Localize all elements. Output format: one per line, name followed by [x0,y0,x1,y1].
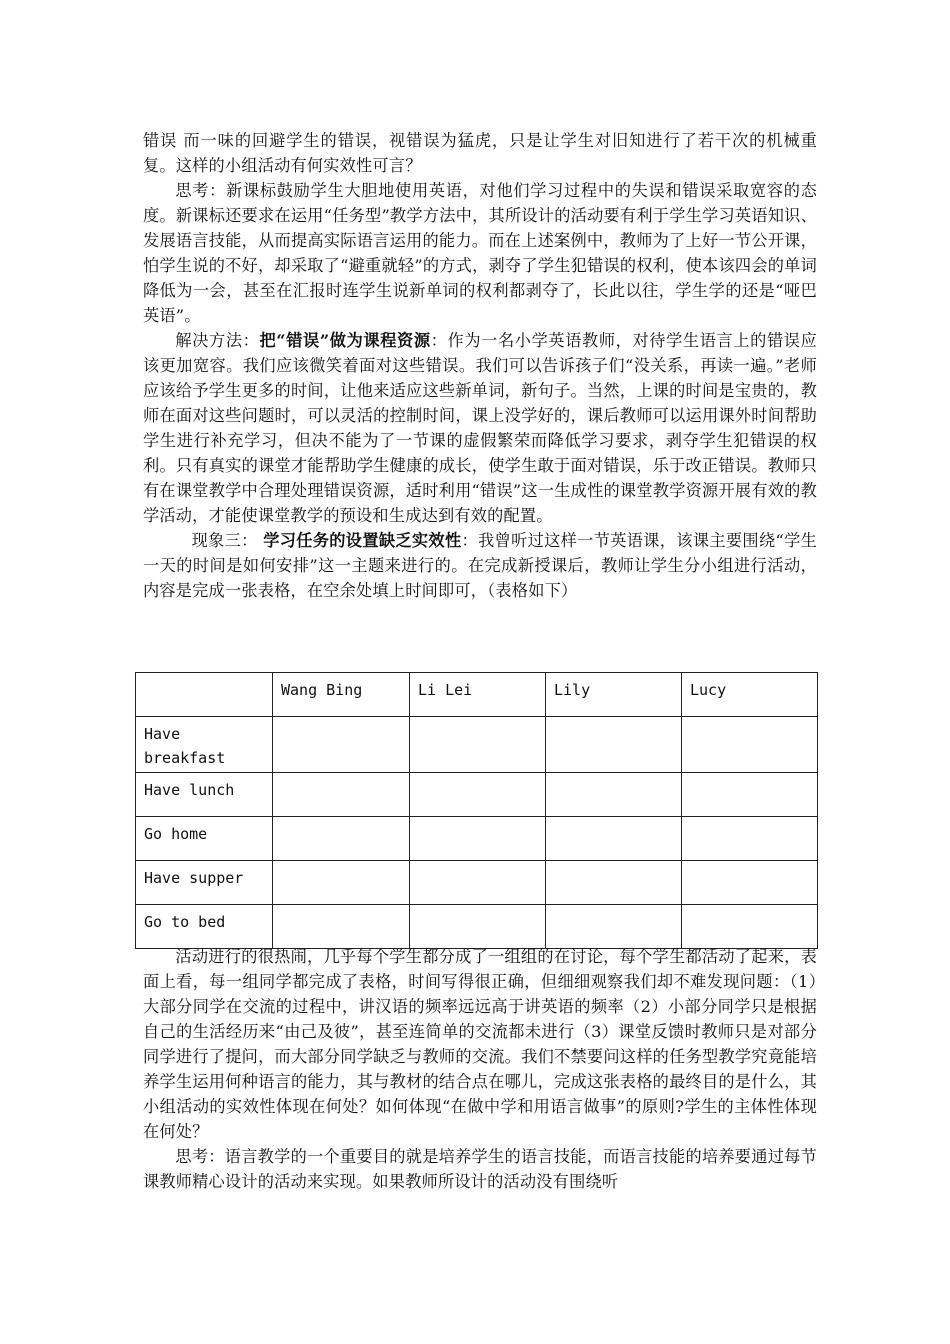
table-header-cell [136,673,273,717]
paragraph-reflection: 思考：新课标鼓励学生大胆地使用英语，对他们学习过程中的失误和错误采取宽容的态度。新课标还要求在运用“任务型”教学方法中，其所设计的活动要有利于学生学习英语知识、发展语言技能，从而提高实际语言运用的能力。而在上述案例中，教师为了上好一节公开课，怕学生说的不好，却采取了“避重就轻”的方式，剥夺了学生犯错误的权利，使本该四会的单词降低为一会，甚至在汇报时连学生说新单词的权利都剥夺了，长此以往，学生学的还是“哑巴英语”。 [143,181,817,325]
table-cell [273,817,410,861]
table-cell [682,861,818,905]
phenomenon-lead: 现象三： [191,531,264,550]
table-cell [682,905,818,949]
paragraph-continuation: 错误 而一味的回避学生的错误，视错误为猛虎，只是让学生对旧知进行了若干次的机械重复。这样的小组活动有何实效性可言？ [143,131,817,175]
table-row-label: Have supper [136,861,273,905]
solution-lead: 解决方法： [175,331,260,350]
table-cell [682,817,818,861]
table-header-cell: Lucy [682,673,818,717]
table-cell [546,817,682,861]
paragraph-activity: 活动进行的很热闹，几乎每个学生都分成了一组组的在讨论，每个学生都活动了起来，表面上看，每一组同学都完成了表格，时间写得很正确，但细细观察我们却不难发现问题：（1）大部分同学在交流的过程中，讲汉语的频率远远高于讲英语的频率（2）小部分同学只是根据自己的生活经历来“由己及彼”，甚至连简单的交流都未进行（3）课堂反馈时教师只是对部分同学进行了提问，而大部分同学缺乏与教师的交流。我们不禁要问这样的任务型教学究竟能培养学生运用何种语言的能力，其与教材的结合点在哪儿，完成这张表格的最终目的是什么，其小组活动的实效性体现在何处？如何体现“在做中学和用语言做事”的原则?学生的主体性体现在何处？ [143,947,817,1141]
table-cell [410,861,546,905]
table-cell [410,717,546,773]
paragraph-phenomenon [143,528,817,603]
table-cell [273,717,410,773]
table-cell [273,861,410,905]
table-cell [410,773,546,817]
table-cell [682,773,818,817]
table-row [136,817,818,861]
table-cell [410,905,546,949]
solution-body: ：作为一名小学英语教师，对待学生语言上的错误应该更加宽容。我们应该微笑着面对这些错误。我们可以告诉孩子们“没关系，再读一遍。”老师应该给予学生更多的时间，让他来适应这些新单词，新句子。当然，上课的时间是宝贵的，教师在面对这些问题时，可以灵活的控制时间，课上没学好的，课后教师可以运用课外时间帮助学生进行补充学习，但决不能为了一节课的虚假繁荣而降低学习要求，剥夺学生犯错误的权利。只有真实的课堂才能帮助学生健康的成长，使学生敢于面对错误，乐于改正错误。教师只有在课堂教学中合理处理错误资源，适时利用“错误”这一生成性的课堂教学资源开展有效的教学活动，才能使课堂教学的预设和生成达到有效的配置。 [143,331,817,525]
table-row-label: Go home [136,817,273,861]
table-row-label: Go to bed [136,905,273,949]
table-header-cell: Li Lei [410,673,546,717]
phenomenon-body: ：我曾听过这样一节英语课，该课主要围绕“学生一天的时间是如何安排”这一主题来进行的。在完成新授课后，教师让学生分小组进行活动，内容是完成一张表格，在空余处填上时间即可，（表格如下） [143,531,817,600]
table-cell [682,717,818,773]
solution-heading: 把“错误”做为课程资源 [259,331,431,350]
schedule-table [135,672,818,949]
table-row [136,773,818,817]
table-cell [546,717,682,773]
table-row [136,861,818,905]
table-header-cell: Wang Bing [273,673,410,717]
phenomenon-heading: 学习任务的设置缺乏实效性 [263,531,462,550]
table-cell [546,861,682,905]
table-row [136,905,818,949]
table-cell [273,773,410,817]
table-cell [410,817,546,861]
table-row-label: Have lunch [136,773,273,817]
text-section-top [143,128,817,603]
table-row [136,717,818,773]
table-cell [546,905,682,949]
table-header-cell: Lily [546,673,682,717]
table-row-label: Have breakfast [136,717,273,773]
text-section-bottom [143,944,817,1194]
paragraph-reflection-2: 思考：语言教学的一个重要目的就是培养学生的语言技能，而语言技能的培养要通过每节课教师精心设计的活动来实现。如果教师所设计的活动没有围绕听 [143,1147,817,1191]
paragraph-solution [143,328,817,528]
table-cell [546,773,682,817]
table-cell [273,905,410,949]
table-header-row [136,673,818,717]
